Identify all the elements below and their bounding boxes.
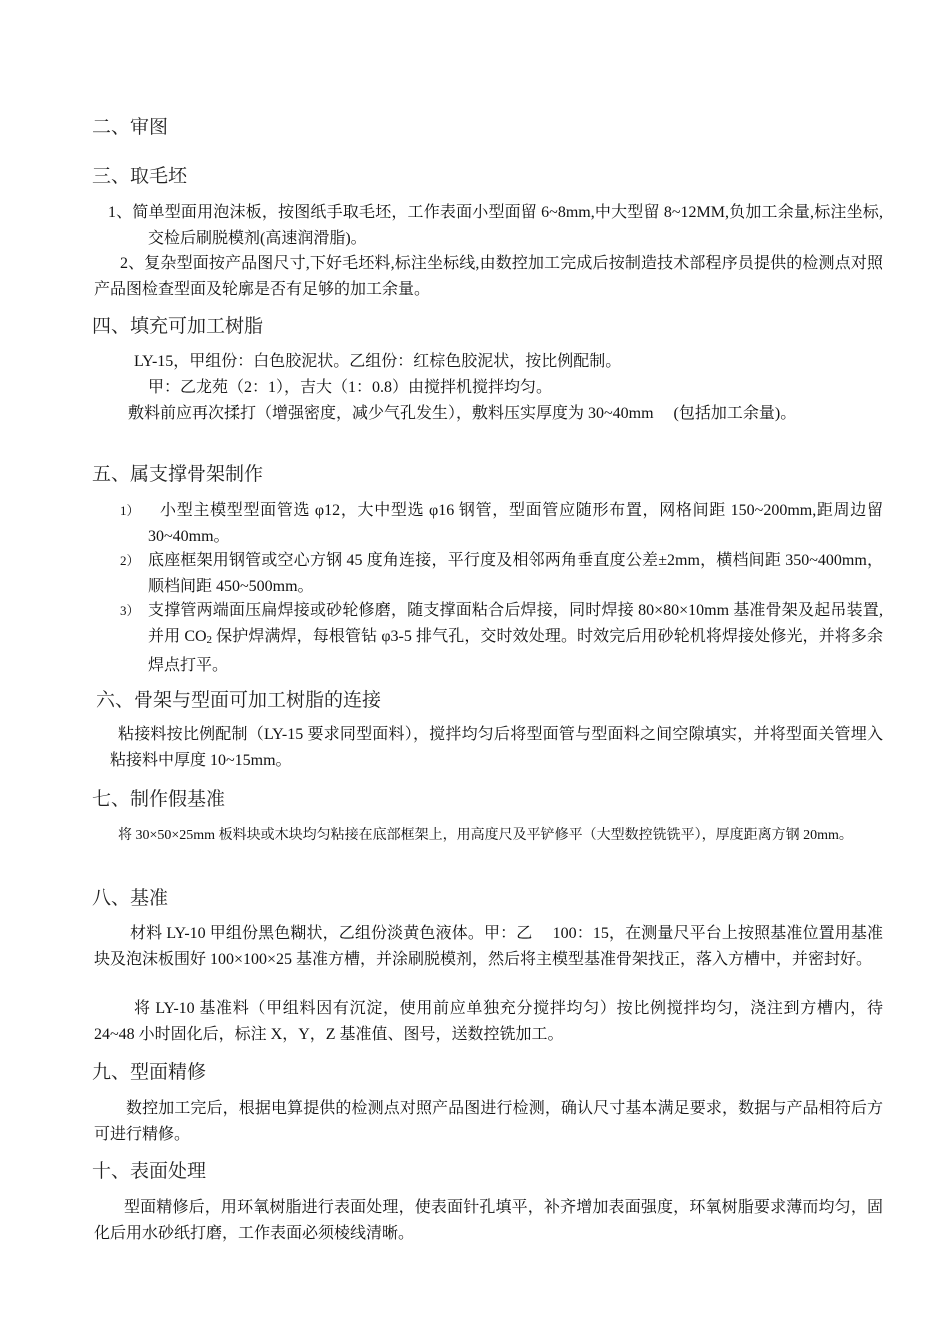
paragraph-7-1: 将 30×50×25mm 板料块或木块均匀粘接在底部框架上，用高度尺及平铲修平（大型数控铣铣平），厚度距离方钢 20mm。 <box>118 828 853 843</box>
paragraph-10-1: 型面精修后，用环氧树脂进行表面处理，使表面针孔填平，补齐增加表面强度，环氧树脂要求薄而均匀，固化后用水砂纸打磨，工作表面必须棱线清晰。 <box>94 1199 883 1242</box>
section-heading-9: 九、型面精修 <box>92 1061 207 1083</box>
paragraph-3-2: 2、复杂型面按产品图尺寸,下好毛坯料,标注坐标线,由数控加工完成后按制造技术部程序员提供的检测点对照产品图检查型面及轮廓是否有足够的加工余量。 <box>94 255 883 298</box>
section-heading-3: 三、取毛坯 <box>92 165 188 187</box>
paragraph-9-1: 数控加工完后，根据电算提供的检测点对照产品图进行检测，确认尺寸基本满足要求，数据与产品相符后方可进行精修。 <box>94 1100 883 1143</box>
list-item-5-1: 小型主模型型面管选 φ12，大中型选 φ16 钢管，型面管应随形布置，网格间距 150~200mm,距周边留 30~40mm。 <box>148 502 883 545</box>
paragraph-4-1: LY-15，甲组份：白色胶泥状。乙组份：红棕色胶泥状，按比例配制。 <box>134 353 622 370</box>
section-heading-10: 十、表面处理 <box>92 1160 207 1182</box>
co2-subscript: 2 <box>206 634 213 646</box>
section-heading-6: 六、骨架与型面可加工树脂的连接 <box>96 689 382 711</box>
paragraph-4-3: 敷料前应再次揉打（增强密度，减少气孔发生），敷料压实厚度为 30~40mm (包括加工余量)。 <box>128 405 797 422</box>
paragraph-8-1: 材料 LY-10 甲组份黑色糊状，乙组份淡黄色液体。甲：乙 100：15，在测量尺平台上按照基准位置用基准块及泡沫板围好 100×100×25 基准方槽，并涂刷脱模剂，然后将主模型基准骨架找正，落入方槽中，并密封好。 <box>94 925 883 968</box>
section-heading-4: 四、填充可加工树脂 <box>92 315 264 337</box>
paragraph-6-1: 粘接料按比例配制（LY-15 要求同型面料），搅拌均匀后将型面管与型面料之间空隙填实，并将型面关管埋入粘接料中厚度 10~15mm。 <box>110 726 883 769</box>
paragraph-8-2: 将 LY-10 基准料（甲组料因有沉淀，使用前应单独充分搅拌均匀）按比例搅拌均匀，浇注到方槽内，待 24~48 小时固化后，标注 X，Y，Z 基准值、图号，送数控铣加工。 <box>94 1000 883 1043</box>
list-item-5-3-text-a: 支撑管两端面压扁焊接或砂轮修磨，随支撑面粘合后焊接，同时焊接 80×80×10mm 基准骨架及起吊装置,并用 CO <box>148 602 883 645</box>
section-heading-2: 二、审图 <box>92 116 169 138</box>
list-item-5-3-text-b: 保护焊满焊，每根管钻 φ3-5 排气孔，交时效处理。时效完后用砂轮机将焊接处修光，并将多余焊点打平。 <box>148 628 883 674</box>
list-number-5-2: 2） <box>120 553 140 568</box>
list-number-5-1: 1） <box>120 503 140 518</box>
list-number-5-3: 3） <box>120 603 140 618</box>
paragraph-3-1: 1、简单型面用泡沫板，按图纸手取毛坯，工作表面小型面留 6~8mm,中大型留 8~12MM,负加工余量,标注坐标,交检后刷脱模剂(高速润滑脂)。 <box>108 204 883 247</box>
list-item-5-2: 底座框架用钢管或空心方钢 45 度角连接，平行度及相邻两角垂直度公差±2mm，横档间距 350~400mm，顺档间距 450~500mm。 <box>148 552 883 595</box>
paragraph-4-2: 甲：乙龙苑（2：1），吉大（1：0.8）由搅拌机搅拌均匀。 <box>148 379 553 396</box>
section-heading-7: 七、制作假基准 <box>92 788 226 810</box>
list-item-5-3 <box>148 598 883 679</box>
section-heading-5: 五、属支撑骨架制作 <box>92 463 264 485</box>
section-heading-8: 八、基准 <box>92 887 169 909</box>
